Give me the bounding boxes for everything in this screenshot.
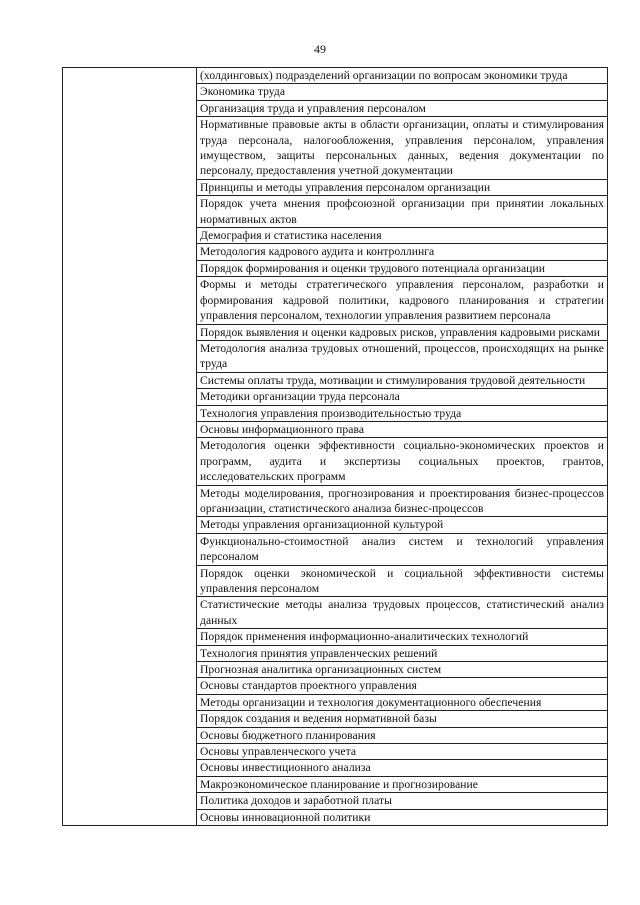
requirement-text: Технология принятия управленческих решений [200,646,438,660]
page-number: 49 [314,42,326,56]
requirement-cell [197,694,608,710]
requirement-cell [197,260,608,276]
requirement-text: Порядок учета мнения профсоюзной организации при принятии локальных нормативных актов [200,197,604,226]
requirement-text: Методы управления организационной культурой [200,518,444,532]
requirement-cell [197,533,608,565]
requirement-text: (холдинговых) подразделений организации по вопросам экономики труда [200,69,568,82]
table-body [63,68,608,826]
requirement-text: Основы инновационной политики [200,810,371,824]
requirement-text: Основы инвестиционного анализа [200,761,371,775]
requirement-cell [197,678,608,694]
requirement-text: Порядок оценки экономической и социальной эффективности системы управления персоналом [200,566,604,595]
requirement-cell [197,597,608,629]
requirement-text: Формы и методы стратегического управления персоналом, разработки и формирования кадровой политики, кадрового планирования и стратегии управления персоналом, технологии управления развитием персонала [200,278,604,323]
requirement-text: Прогнозная аналитика организационных систем [200,663,442,677]
left-column-cell [63,68,197,826]
requirement-text: Статистические методы анализа трудовых процессов, статистический анализ данных [200,598,604,627]
requirement-cell [197,662,608,678]
requirement-text: Экономика труда [200,85,286,99]
requirement-cell [197,727,608,743]
requirement-text: Основы информационного права [200,422,365,436]
requirement-cell [197,793,608,809]
requirement-text: Методология оценки эффективности социально-экономических проектов и программ, аудита и экспертизы социальных проектов, грантов, исследовательских программ [200,439,604,484]
requirement-cell [197,744,608,760]
table-row [63,68,608,84]
requirement-cell [197,485,608,517]
requirement-cell [197,372,608,388]
requirement-cell [197,809,608,825]
requirement-cell [197,438,608,485]
requirement-cell [197,421,608,437]
requirement-text: Основы управленческого учета [200,745,357,759]
requirement-text: Методы организации и технология документационного обеспечения [200,695,542,709]
requirement-cell [197,340,608,372]
requirement-text: Порядок применения информационно-аналитических технологий [200,630,529,644]
requirement-cell [197,645,608,661]
requirement-text: Методология анализа трудовых отношений, процессов, происходящих на рынке труда [200,341,604,371]
requirement-cell [197,629,608,645]
requirement-cell [197,277,608,324]
requirement-cell [197,244,608,260]
requirement-cell [197,117,608,180]
requirement-text: Принципы и методы управления персоналом организации [200,180,491,194]
requirement-text: Методики организации труда персонала [200,390,400,404]
requirement-text: Системы оплаты труда, мотивации и стимулирования трудовой деятельности [200,373,586,387]
requirement-text: Основы стандартов проектного управления [200,679,417,693]
requirement-text: Нормативные правовые акты в области организации, оплаты и стимулирования труда персонала, налогообложения, управления персоналом, управления имуществом, защиты персональных данных, ведения документации по персоналу, предоставления учетной документации [200,118,604,178]
requirement-text: Порядок выявления и оценки кадровых рисков, управления кадровыми рисками [200,325,601,339]
requirement-text: Демография и статистика населения [200,229,382,243]
requirement-cell [197,196,608,228]
requirements-table [62,67,608,826]
requirement-text: Функционально-стоимостной анализ систем и технологий управления персоналом [200,534,604,564]
requirement-cell [197,228,608,244]
requirement-text: Макроэкономическое планирование и прогнозирование [200,777,478,791]
requirement-cell [197,68,608,84]
requirement-text: Политика доходов и заработной платы [200,794,392,808]
requirement-text: Методология кадрового аудита и контроллинга [200,245,435,259]
requirement-cell [197,405,608,421]
requirement-text: Организация труда и управления персоналом [200,101,426,115]
requirement-cell [197,324,608,340]
requirement-text: Порядок формирования и оценки трудового потенциала организации [200,261,545,275]
requirement-cell [197,760,608,776]
requirement-cell [197,100,608,116]
requirement-cell [197,776,608,792]
requirement-cell [197,565,608,597]
requirement-cell [197,179,608,195]
requirement-cell [197,711,608,727]
requirement-cell [197,389,608,405]
requirement-cell [197,517,608,533]
requirement-text: Порядок создания и ведения нормативной базы [200,712,437,726]
requirement-text: Методы моделирования, прогнозирования и проектирования бизнес-процессов организации, статистического анализа бизнес-процессов [200,486,604,515]
requirement-text: Основы бюджетного планирования [200,728,376,742]
requirement-text: Технология управления производительностью труда [200,406,462,420]
requirement-cell [197,84,608,100]
